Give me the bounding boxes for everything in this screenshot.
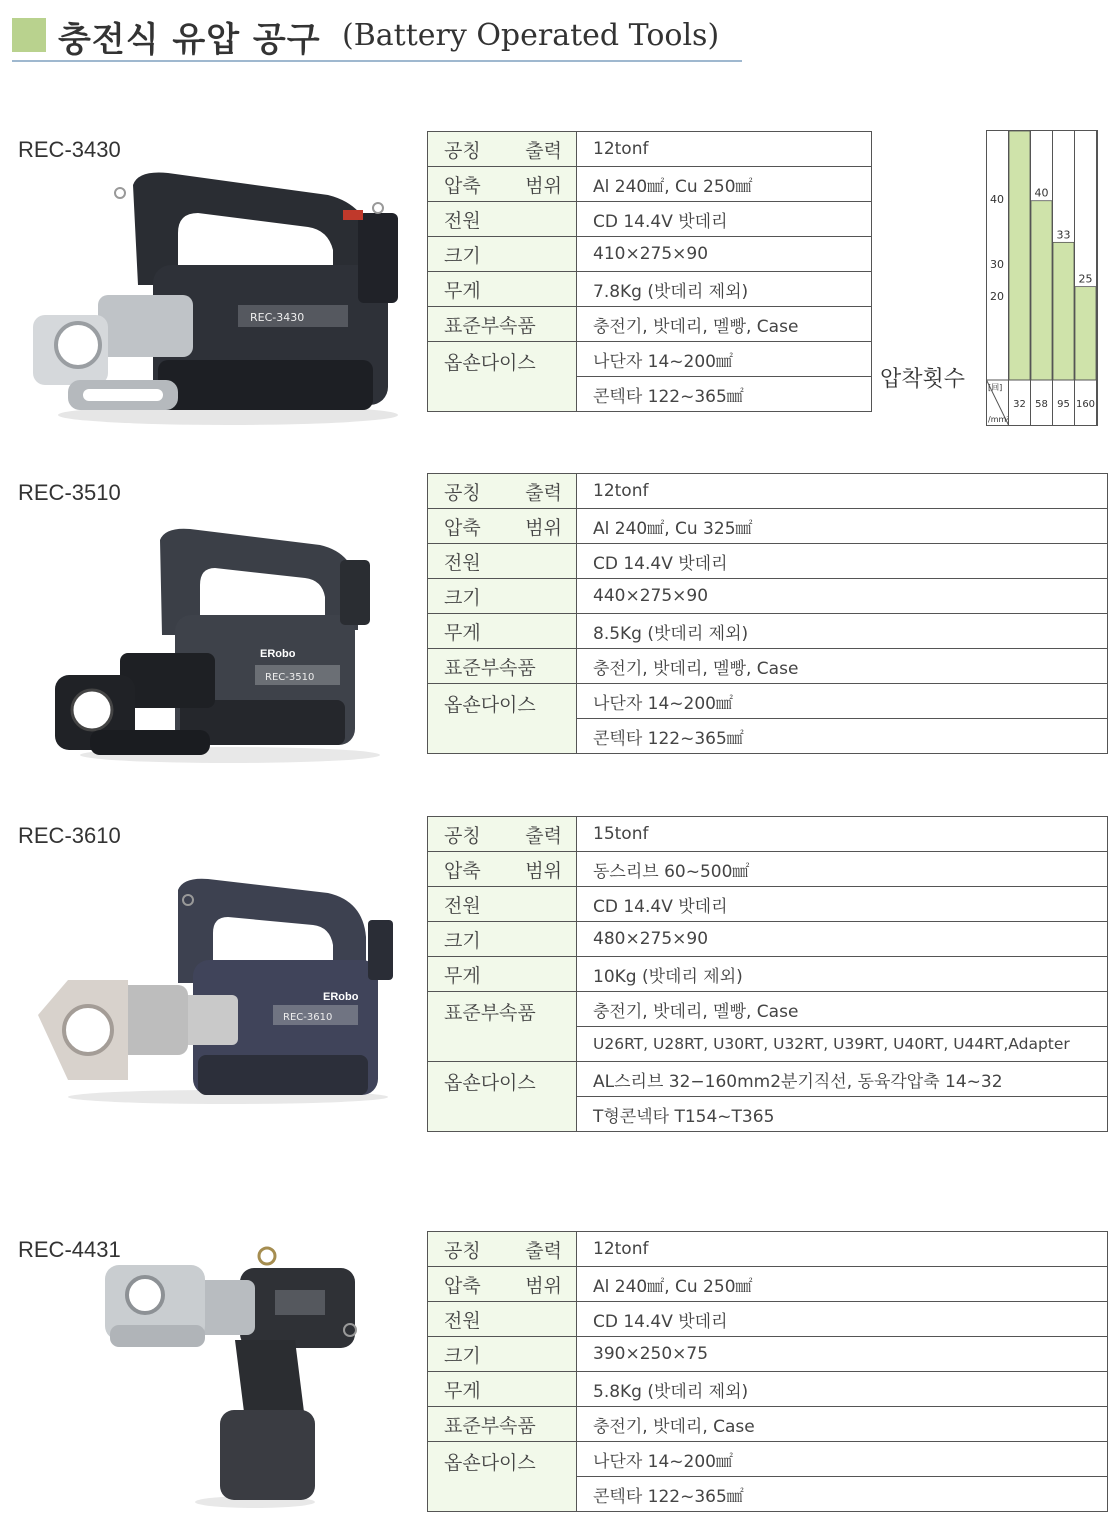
table-row: [428, 817, 1108, 852]
value-range: Al 240㎟, Cu 325㎟: [577, 509, 1108, 544]
value-accessories: 충전기, 밧데리, 멜빵, Case: [577, 649, 1108, 684]
gauge-bar-label: 25: [1078, 272, 1093, 286]
tool-label-text: REC-3510: [265, 672, 315, 683]
header-square-icon: [12, 18, 46, 52]
tool-label-text: REC-3610: [283, 1012, 333, 1023]
value-output: 12tonf: [577, 132, 872, 167]
table-row: [428, 202, 872, 237]
table-row: [428, 544, 1108, 579]
value-accessories: 충전기, 밧데리, 멜빵, Case: [577, 307, 872, 342]
table-row: [428, 1442, 1108, 1477]
page-header: [12, 8, 742, 60]
label-output: 공칭 출력: [444, 481, 562, 504]
label-range: 압축 범위: [444, 516, 562, 539]
table-row: [428, 307, 872, 342]
value-dies-1: 나단자 14~200㎟: [577, 342, 872, 377]
model-name: REC-3510: [18, 480, 121, 505]
value-accessories-extra: U26RT, U28RT, U30RT, U32RT, U39RT, U40RT, U44RT,Adapter: [577, 1027, 1108, 1062]
gauge-bar-label: 33: [1056, 228, 1071, 242]
gauge-size-label: 160: [1075, 399, 1096, 410]
spec-table-rec-3510: [427, 473, 1108, 754]
label-option-dies: 옵숀다이스: [444, 1072, 536, 1094]
value-range: 동스리브 60~500㎟: [577, 852, 1108, 887]
value-range: Al 240㎟, Cu 250㎟: [577, 1267, 1108, 1302]
table-row: [428, 614, 1108, 649]
label-weight: 무게: [444, 964, 481, 987]
value-output: 12tonf: [577, 1232, 1108, 1267]
value-dies-2: 콘텍타 122~365㎟: [577, 719, 1108, 754]
tool-photo-rec-4431: [95, 1240, 365, 1510]
gauge-svg: [986, 130, 1098, 426]
label-power: 전원: [444, 1309, 481, 1332]
model-name: REC-4431: [18, 1237, 121, 1262]
label-size: 크기: [444, 586, 481, 609]
table-row: [428, 887, 1108, 922]
table-row: [428, 272, 872, 307]
gauge-bar: [1075, 287, 1096, 380]
label-size: 크기: [444, 244, 481, 267]
label-accessories: 표준부속품: [444, 656, 536, 679]
crimp-count-gauge: [986, 130, 1098, 430]
value-weight: 8.5Kg (밧데리 제외): [577, 614, 1108, 649]
table-row: [428, 1232, 1108, 1267]
axis-tick: 40: [990, 193, 1004, 206]
brand-logo-text: ERobo: [323, 991, 359, 1003]
gauge-caption: 압착횟수: [880, 367, 966, 392]
value-power: CD 14.4V 밧데리: [577, 887, 1108, 922]
gauge-size-label: 58: [1035, 399, 1048, 410]
table-row: [428, 1337, 1108, 1372]
table-row: [428, 684, 1108, 719]
value-dies-2: T형콘넥타 T154~T365: [577, 1097, 1108, 1132]
label-power: 전원: [444, 551, 481, 574]
value-output: 12tonf: [577, 474, 1108, 509]
table-row: [428, 474, 1108, 509]
label-output: 공칭 출력: [444, 1239, 562, 1262]
label-size: 크기: [444, 929, 481, 952]
table-row: [428, 579, 1108, 614]
table-row: [428, 1302, 1108, 1337]
tool-label-text: REC-3430: [250, 311, 305, 324]
table-row: [428, 1407, 1108, 1442]
table-row: [428, 1372, 1108, 1407]
tool-photo-rec-3430: [28, 165, 408, 430]
tool-photo-rec-3610: [28, 875, 398, 1105]
label-power: 전원: [444, 209, 481, 232]
gauge-size-label: 32: [1013, 399, 1026, 410]
gauge-bar: [1031, 201, 1052, 380]
axis-tick: 20: [990, 290, 1004, 303]
value-power: CD 14.4V 밧데리: [577, 544, 1108, 579]
value-power: CD 14.4V 밧데리: [577, 1302, 1108, 1337]
value-dies-1: 나단자 14~200㎟: [577, 684, 1108, 719]
value-size: 390×250×75: [577, 1337, 1108, 1372]
value-size: 480×275×90: [577, 922, 1108, 957]
axis-tick: 30: [990, 258, 1004, 271]
label-output: 공칭 출력: [444, 824, 562, 847]
value-output: 15tonf: [577, 817, 1108, 852]
table-row: [428, 237, 872, 272]
value-power: CD 14.4V 밧데리: [577, 202, 872, 237]
gauge-bar-label: 40: [1034, 186, 1049, 200]
table-row: [428, 132, 872, 167]
table-row: [428, 852, 1108, 887]
model-name: REC-3430: [18, 137, 121, 162]
unit-top: [回]: [988, 383, 1003, 392]
label-accessories: 표준부속품: [444, 314, 536, 337]
label-weight: 무게: [444, 1379, 481, 1402]
table-row: [428, 957, 1108, 992]
table-row: [428, 922, 1108, 957]
value-accessories: 충전기, 밧데리, 멜빵, Case: [577, 992, 1108, 1027]
value-dies-2: 콘텍타 122~365㎟: [577, 377, 872, 412]
label-weight: 무게: [444, 279, 481, 302]
gauge-bar: [1053, 242, 1074, 380]
spec-table-rec-3610: [427, 816, 1108, 1132]
table-row: [428, 1062, 1108, 1097]
table-row: [428, 342, 872, 377]
gauge-bar: [1009, 131, 1030, 380]
unit-bottom: /mm²: [988, 415, 1010, 424]
tool-photo-rec-3510: [50, 525, 380, 765]
label-power: 전원: [444, 894, 481, 917]
brand-logo-text: ERobo: [260, 648, 296, 660]
page-title: 충전식 유압 공구: [58, 20, 321, 60]
value-dies-1: 나단자 14~200㎟: [577, 1442, 1108, 1477]
value-weight: 10Kg (밧데리 제외): [577, 957, 1108, 992]
table-row: [428, 649, 1108, 684]
value-weight: 5.8Kg (밧데리 제외): [577, 1372, 1108, 1407]
page-title-english: (Battery Operated Tools): [342, 18, 720, 53]
label-output: 공칭 출력: [444, 139, 562, 162]
label-accessories: 표준부속품: [444, 1002, 536, 1024]
label-weight: 무게: [444, 621, 481, 644]
label-accessories: 표준부속품: [444, 1414, 536, 1437]
header-rule: [12, 60, 742, 62]
label-option-dies: 옵숀다이스: [444, 1452, 536, 1474]
table-row: [428, 167, 872, 202]
table-row: [428, 1267, 1108, 1302]
label-range: 압축 범위: [444, 859, 562, 882]
label-option-dies: 옵숀다이스: [444, 694, 536, 716]
value-dies-1: AL스리브 32−160mm2분기직선, 동육각압축 14~32: [577, 1062, 1108, 1097]
label-size: 크기: [444, 1344, 481, 1367]
table-row: [428, 992, 1108, 1027]
value-accessories: 충전기, 밧데리, Case: [577, 1407, 1108, 1442]
model-name: REC-3610: [18, 823, 121, 848]
label-range: 압축 범위: [444, 1274, 562, 1297]
value-size: 410×275×90: [577, 237, 872, 272]
spec-table-rec-3430: [427, 131, 872, 412]
spec-table-rec-4431: [427, 1231, 1108, 1512]
table-row: [428, 509, 1108, 544]
value-dies-2: 콘텍타 122~365㎟: [577, 1477, 1108, 1512]
gauge-size-label: 95: [1057, 399, 1070, 410]
value-range: Al 240㎟, Cu 250㎟: [577, 167, 872, 202]
value-weight: 7.8Kg (밧데리 제외): [577, 272, 872, 307]
label-range: 압축 범위: [444, 174, 562, 197]
value-size: 440×275×90: [577, 579, 1108, 614]
label-option-dies: 옵숀다이스: [444, 352, 536, 374]
